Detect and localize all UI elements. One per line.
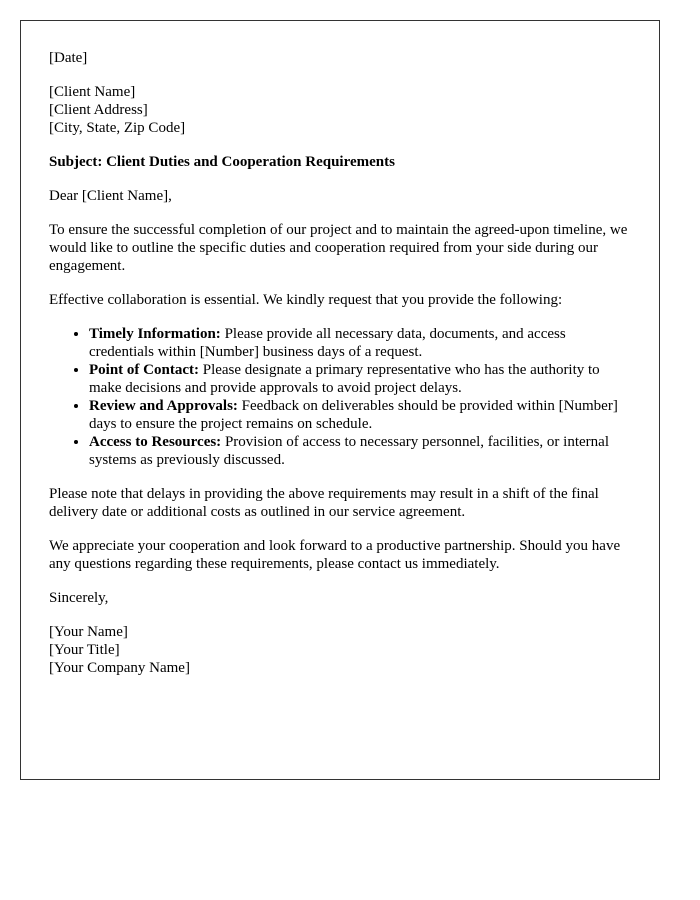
requirement-text: Provision of access to necessary personnel, facilities, or internal systems as previously discussed. — [89, 434, 609, 468]
list-item — [89, 325, 631, 361]
requirement-text: Please designate a primary representative who has the authority to make decisions and provide approvals to avoid project delays. — [89, 362, 600, 396]
requirement-text: Please provide all necessary data, documents, and access credentials within [Number] business days of a request. — [89, 326, 566, 360]
requirement-title: Point of Contact: — [89, 362, 199, 378]
list-item — [89, 433, 631, 469]
sender-company: [Your Company Name] — [49, 660, 190, 676]
requirement-title: Access to Resources: — [89, 434, 222, 450]
requirements-list — [49, 325, 631, 469]
requirement-title: Timely Information: — [89, 326, 221, 342]
recipient-name: [Client Name] — [49, 84, 136, 100]
sender-name: [Your Name] — [49, 624, 128, 640]
recipient-city-state-zip: [City, State, Zip Code] — [49, 120, 186, 136]
letter-subject: Subject: Client Duties and Cooperation Requirements — [49, 154, 395, 170]
list-item — [89, 397, 631, 433]
list-item — [89, 361, 631, 397]
letter-page — [20, 20, 660, 780]
recipient-address: [Client Address] — [49, 102, 148, 118]
request-lead-paragraph: Effective collaboration is essential. We kindly request that you provide the following: — [49, 292, 563, 308]
letter-date: [Date] — [49, 50, 88, 66]
sender-title: [Your Title] — [49, 642, 120, 658]
intro-paragraph: To ensure the successful completion of our project and to maintain the agreed-upon timeline, we would like to outline the specific duties and cooperation required from your side during our engagement. — [49, 222, 628, 274]
closing-paragraph: We appreciate your cooperation and look forward to a productive partnership. Should you have any questions regarding these requirements, please contact us immediately. — [49, 538, 621, 572]
note-paragraph: Please note that delays in providing the above requirements may result in a shift of the final delivery date or additional costs as outlined in our service agreement. — [49, 486, 599, 520]
letter-signoff: Sincerely, — [49, 590, 109, 606]
recipient-address-block — [49, 83, 631, 137]
sender-signature-block — [49, 623, 631, 677]
requirement-text: Feedback on deliverables should be provided within [Number] days to ensure the project remains on schedule. — [89, 398, 618, 432]
letter-salutation: Dear [Client Name], — [49, 188, 172, 204]
requirement-title: Review and Approvals: — [89, 398, 238, 414]
